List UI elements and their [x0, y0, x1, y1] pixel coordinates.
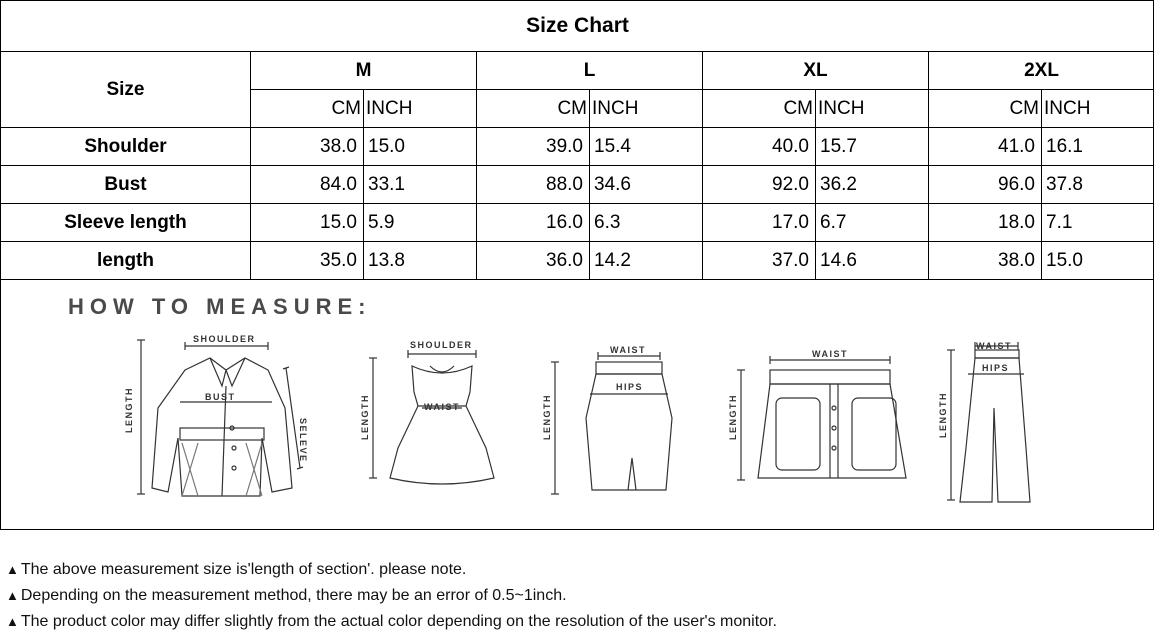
size-l-header: L [477, 52, 703, 90]
cell-cm: 38.0 [251, 128, 364, 166]
cell-cm: 40.0 [703, 128, 816, 166]
cell-cm: 17.0 [703, 204, 816, 242]
cell-cm: 36.0 [477, 242, 590, 280]
label-bust: BUST [205, 392, 236, 402]
cell-inch: 15.0 [1042, 242, 1154, 280]
size-2xl-header: 2XL [929, 52, 1154, 90]
row-label: Shoulder [1, 128, 251, 166]
cell-cm: 84.0 [251, 166, 364, 204]
cell-inch: 15.7 [816, 128, 929, 166]
cell-inch: 15.0 [364, 128, 477, 166]
label-length: LENGTH [542, 394, 552, 440]
row-label: length [1, 242, 251, 280]
unit-inch: INCH [590, 90, 703, 128]
note-item: ▲ Depending on the measurement method, there may be an error of 0.5~1inch. [6, 587, 567, 604]
label-shoulder: SHOULDER [193, 334, 256, 344]
note-item: ▲ The product color may differ slightly from the actual color depending on the resolution of the user's monitor. [6, 613, 777, 630]
label-sleeve: SELEVE [298, 418, 308, 463]
how-to-measure-title: HOW TO MEASURE: [68, 294, 372, 319]
cell-inch: 37.8 [1042, 166, 1154, 204]
cell-cm: 96.0 [929, 166, 1042, 204]
label-length: LENGTH [728, 394, 738, 440]
cell-cm: 41.0 [929, 128, 1042, 166]
jacket-illustration [137, 340, 303, 496]
table-row [1, 242, 1154, 280]
dress-illustration [369, 350, 494, 484]
triangle-icon: ▲ [6, 562, 19, 577]
how-to-measure-section [0, 278, 1154, 530]
cell-cm: 37.0 [703, 242, 816, 280]
cell-inch: 34.6 [590, 166, 703, 204]
cell-inch: 7.1 [1042, 204, 1154, 242]
notes-section [6, 557, 1146, 635]
label-length: LENGTH [360, 394, 370, 440]
label-hips: HIPS [616, 382, 644, 392]
unit-cm: CM [703, 90, 816, 128]
chart-title: Size Chart [1, 1, 1154, 52]
cell-cm: 88.0 [477, 166, 590, 204]
cell-cm: 38.0 [929, 242, 1042, 280]
pencil-skirt-illustration [551, 352, 672, 494]
table-row [1, 166, 1154, 204]
size-xl-header: XL [703, 52, 929, 90]
shorts-illustration [737, 356, 906, 480]
label-waist: WAIST [610, 345, 646, 355]
cell-cm: 18.0 [929, 204, 1042, 242]
measure-illustrations [0, 278, 1154, 530]
table-row [1, 204, 1154, 242]
size-header: Size [1, 52, 251, 128]
note-item: ▲ The above measurement size is'length of section'. please note. [6, 561, 467, 578]
cell-inch: 6.7 [816, 204, 929, 242]
cell-inch: 15.4 [590, 128, 703, 166]
unit-cm: CM [477, 90, 590, 128]
label-waist: WAIST [424, 402, 460, 412]
size-chart-table [0, 0, 1154, 280]
cell-cm: 92.0 [703, 166, 816, 204]
cell-cm: 39.0 [477, 128, 590, 166]
unit-inch: INCH [816, 90, 929, 128]
cell-cm: 16.0 [477, 204, 590, 242]
triangle-icon: ▲ [6, 614, 19, 629]
row-label: Sleeve length [1, 204, 251, 242]
size-m-header: M [251, 52, 477, 90]
cell-cm: 35.0 [251, 242, 364, 280]
row-label: Bust [1, 166, 251, 204]
cell-inch: 14.2 [590, 242, 703, 280]
label-length: LENGTH [124, 387, 134, 433]
unit-inch: INCH [364, 90, 477, 128]
label-shoulder: SHOULDER [410, 340, 473, 350]
label-hips: HIPS [982, 363, 1010, 373]
label-length: LENGTH [938, 392, 948, 438]
cell-inch: 6.3 [590, 204, 703, 242]
unit-inch: INCH [1042, 90, 1154, 128]
cell-inch: 33.1 [364, 166, 477, 204]
triangle-icon: ▲ [6, 588, 19, 603]
label-waist: WAIST [976, 341, 1012, 351]
cell-inch: 14.6 [816, 242, 929, 280]
unit-cm: CM [929, 90, 1042, 128]
cell-inch: 16.1 [1042, 128, 1154, 166]
table-row [1, 128, 1154, 166]
unit-cm: CM [251, 90, 364, 128]
cell-cm: 15.0 [251, 204, 364, 242]
cell-inch: 13.8 [364, 242, 477, 280]
cell-inch: 5.9 [364, 204, 477, 242]
cell-inch: 36.2 [816, 166, 929, 204]
label-waist: WAIST [812, 349, 848, 359]
